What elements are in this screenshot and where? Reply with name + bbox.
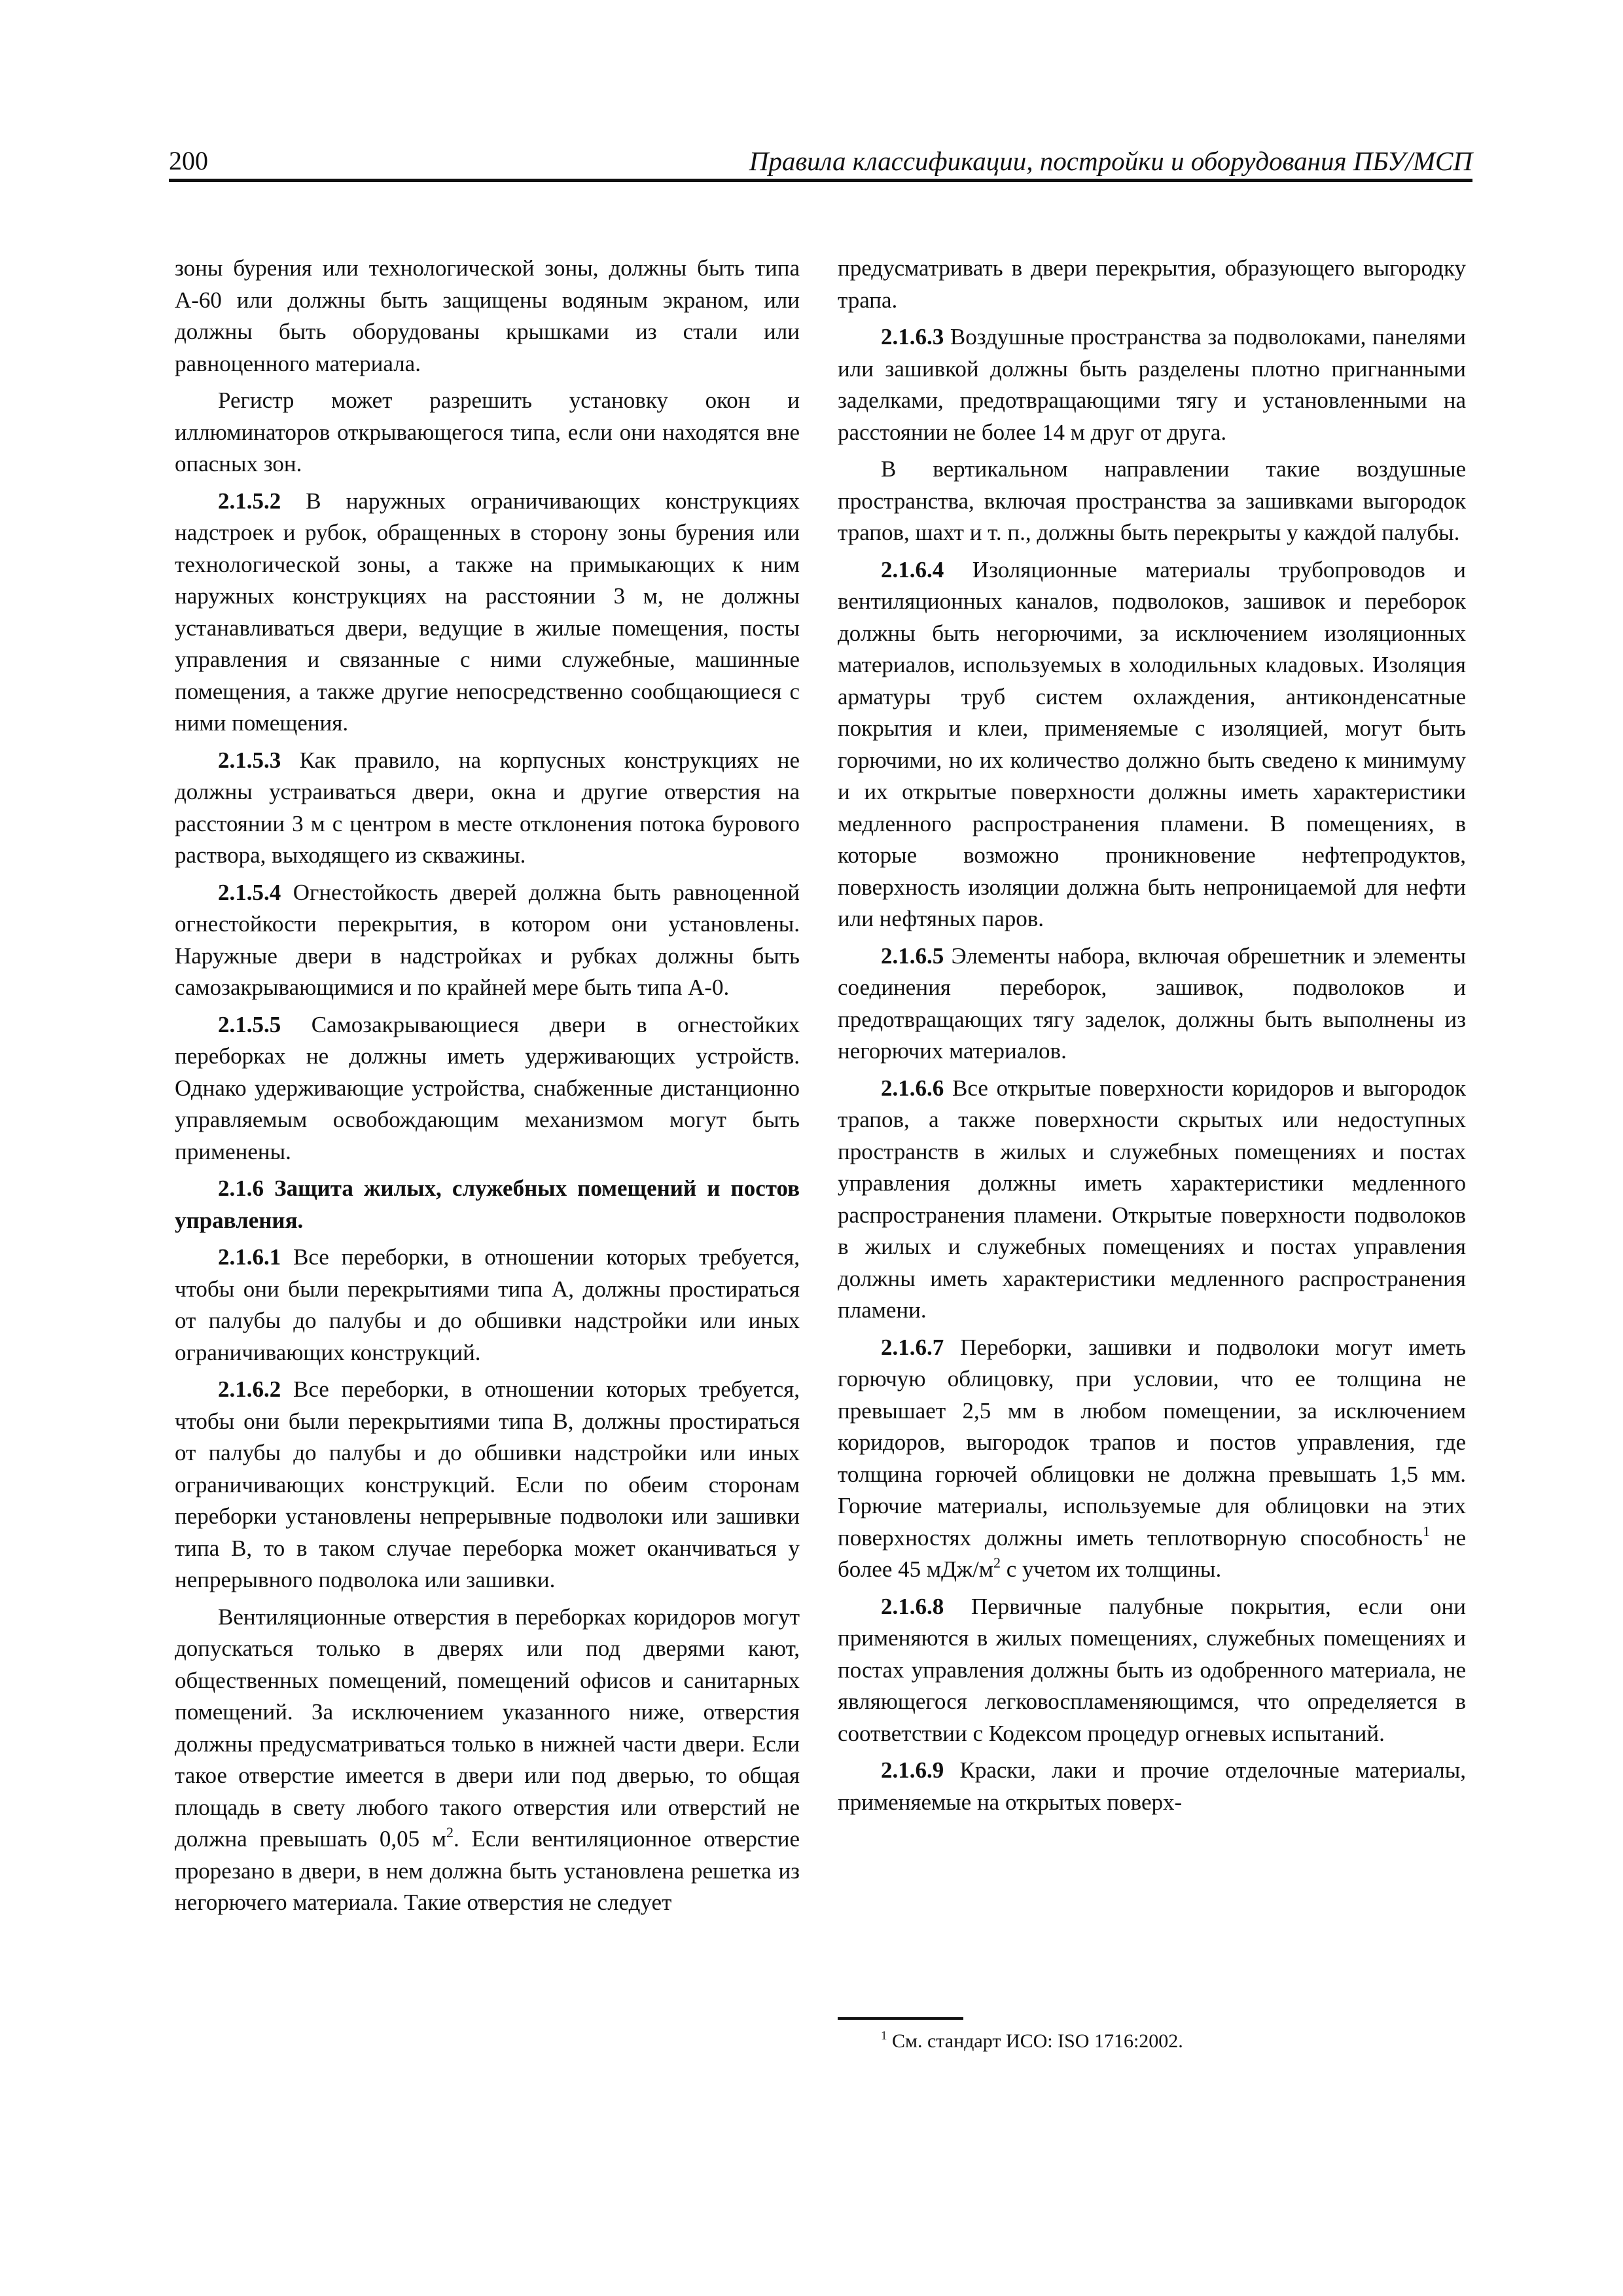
clause-2-1-6-5 <box>838 941 1466 1067</box>
clause-number: 2.1.5.5 <box>218 1011 281 1037</box>
clause-number: 2.1.6.2 <box>218 1376 281 1402</box>
superscript: 2 <box>993 1554 1001 1571</box>
clause-number: 2.1.5.2 <box>218 488 281 514</box>
superscript: 2 <box>446 1824 454 1840</box>
section-heading-2-1-6 <box>175 1173 800 1236</box>
paragraph-ventilation-openings <box>175 1602 800 1919</box>
clause-text: с учетом их толщины. <box>1000 1556 1222 1582</box>
paragraph-text: Регистр может разрешить установку окон и иллюминаторов открывающегося типа, если они находятся вне опасных зон. <box>175 387 800 476</box>
paragraph <box>175 385 800 480</box>
paragraph-text: предусматривать в двери перекрытия, образующего выгородку трапа. <box>838 255 1466 313</box>
clause-2-1-6-4 <box>838 554 1466 935</box>
clause-text: Все открытые поверхности коридоров и выгородок трапов, а также поверхности скрытых или недоступных пространств в жилых и служебных помещениях и постах управления должны иметь характеристики медленного распространения пламени. Открытые поверхности подволоков в жилых и служебных помещениях и постах управления должны иметь характеристики медленного распространения пламени. <box>838 1075 1466 1323</box>
clause-2-1-5-5 <box>175 1009 800 1168</box>
clause-2-1-6-7 <box>838 1332 1466 1586</box>
clause-2-1-5-3 <box>175 745 800 872</box>
paragraph-text: В вертикальном направлении такие воздушные пространства, включая пространства за зашивками выгородок трапов, шахт и т. п., должны быть перекрыты у каждой палубы. <box>838 456 1466 545</box>
clause-2-1-5-4 <box>175 877 800 1004</box>
paragraph <box>838 253 1466 316</box>
clause-text: Самозакрывающиеся двери в огнестойких переборках не должны иметь удерживающих устройств. Однако удерживающие устройства, снабженные дистанционно управляемым освобождающим механизмом могут быть применены. <box>175 1011 800 1164</box>
clause-text: Краски, лаки и прочие отделочные материалы, применяемые на открытых поверх- <box>838 1757 1466 1815</box>
clause-number: 2.1.6.6 <box>881 1075 944 1101</box>
clause-text: не более 45 мДж/м <box>838 1524 1467 1582</box>
clause-2-1-6-3 <box>838 321 1466 448</box>
footnote-rule <box>838 2017 963 2020</box>
clause-number: 2.1.6.3 <box>881 324 944 350</box>
clause-number: 2.1.6.4 <box>881 556 944 583</box>
footnote-marker: 1 <box>881 2029 887 2043</box>
section-heading-text: 2.1.6 Защита жилых, служебных помещений и постов управления. <box>175 1175 800 1233</box>
clause-text: Все переборки, в отношении которых требуется, чтобы они были перекрытиями типа А, должны простираться от палубы до палубы и до обшивки надстройки или иных ограничивающих конструкций. <box>175 1244 800 1365</box>
clause-number: 2.1.6.8 <box>881 1593 944 1619</box>
left-column <box>175 253 800 1924</box>
running-title: Правила классификации, постройки и оборудования ПБУ/МСП <box>749 146 1472 176</box>
clause-number: 2.1.6.5 <box>881 942 944 969</box>
footnote-reference[interactable]: 1 <box>1422 1522 1430 1539</box>
paragraph <box>838 454 1466 549</box>
paragraph-text: зоны бурения или технологической зоны, должны быть типа А-60 или должны быть защищены водяным экраном, или должны быть оборудованы крышками из стали или равноценного материала. <box>175 255 800 376</box>
clause-text: Первичные палубные покрытия, если они применяются в жилых помещениях, служебных помещениях и постах управления должны быть из одобренного материала, не являющегося легковоспламеняющимся, что определяется в соответствии с Кодексом процедур огневых испытаний. <box>838 1593 1466 1746</box>
clause-text: Как правило, на корпусных конструкциях не должны устраиваться двери, окна и другие отверстия на расстоянии 3 м с центром в месте отклонения потока бурового раствора, выходящего из скважины. <box>175 747 800 868</box>
clause-number: 2.1.6.9 <box>881 1757 944 1783</box>
clause-2-1-6-6 <box>838 1073 1466 1327</box>
clause-text: Огнестойкость дверей должна быть равноценной огнестойкости перекрытия, в котором они установлены. Наружные двери в надстройках и рубках должны быть самозакрывающимися и по крайней мере быть типа А-0. <box>175 879 800 1000</box>
clause-text: Все переборки, в отношении которых требуется, чтобы они были перекрытиями типа В, должны простираться от палубы до палубы и до обшивки надстройки или иных ограничивающих конструкций. Если по обеим сторонам переборки установлены непрерывные подволоки или зашивки типа В, то в таком случае переборка может оканчиваться у непрерывного подволока или зашивки. <box>175 1376 800 1592</box>
paragraph-text: . Если вентиляционное отверстие прорезано в двери, в нем должна быть установлена решетка из негорючего материала. Такие отверстия не следует <box>175 1826 800 1915</box>
clause-text: В наружных ограничивающих конструкциях надстроек и рубок, обращенных в сторону зоны бурения или технологической зоны, а также на примыкающих к ним наружных конструкциях на расстоянии 3 м, не должны устанавливаться двери, ведущие в жилые помещения, посты управления и связанные с ними служебные, машинные помещения, а также другие непосредственно сообщающиеся с ними помещения. <box>175 488 800 736</box>
clause-2-1-6-1 <box>175 1242 800 1369</box>
footnote-text: См. стандарт ИСО: ISO 1716:2002. <box>887 2030 1183 2052</box>
clause-2-1-6-9 <box>838 1755 1466 1818</box>
clause-2-1-5-2 <box>175 486 800 740</box>
clause-text: Изоляционные материалы трубопроводов и вентиляционных каналов, подволоков, зашивок и переборок должны быть негорючими, за исключением изоляционных материалов, используемых в холодильных кладовых. Изоляция арматуры труб систем охлаждения, антиконденсатные покрытия и клеи, применяемые с изоляцией, могут быть горючими, но их количество должно быть сведено к минимуму и их открытые поверхности должны иметь характеристики медленного распространения пламени. В помещениях, в которые возможно проникновение нефтепродуктов, поверхность изоляции должна быть непроницаемой для нефти или нефтяных паров. <box>838 556 1466 931</box>
paragraph-text: Вентиляционные отверстия в переборках коридоров могут допускаться только в дверях или под дверями кают, общественных помещений, помещений офисов и санитарных помещений. За исключением указанного ниже, отверстия должны предусматриваться только в нижней части двери. Если такое отверстие имеется в двери или под дверью, то общая площадь в свету любого такого отверстия или отверстий не должна превышать 0,05 м <box>175 1604 800 1852</box>
page-number: 200 <box>169 146 208 175</box>
clause-text: Воздушные пространства за подволоками, панелями или зашивкой должны быть разделены плотно пригнанными заделками, предотвращающими тягу и установленными на расстоянии не более 14 м друг от друга. <box>838 324 1466 445</box>
clause-number: 2.1.6.7 <box>881 1334 944 1360</box>
clause-2-1-6-8 <box>838 1591 1466 1750</box>
clause-text: Элементы набора, включая обрешетник и элементы соединения переборок, зашивок, подволоков и предотвращающих тягу заделок, должны быть выполнены из негорючих материалов. <box>838 942 1466 1064</box>
right-column <box>838 253 1466 1823</box>
page-header <box>169 143 1472 179</box>
clause-number: 2.1.5.4 <box>218 879 281 905</box>
clause-number: 2.1.5.3 <box>218 747 281 773</box>
footnote <box>881 2028 1457 2055</box>
paragraph <box>175 253 800 380</box>
header-rule <box>169 179 1472 182</box>
clause-number: 2.1.6.1 <box>218 1244 281 1270</box>
clause-2-1-6-2 <box>175 1374 800 1596</box>
clause-text: Переборки, зашивки и подволоки могут иметь горючую облицовку, при условии, что ее толщина не превышает 2,5 мм в любом помещении, за исключением коридоров, выгородок трапов и постов управления, где толщина горючей облицовки не должна превышать 1,5 мм. Горючие материалы, используемые для облицовки на этих поверхностях должны иметь теплотворную способность <box>838 1334 1466 1551</box>
